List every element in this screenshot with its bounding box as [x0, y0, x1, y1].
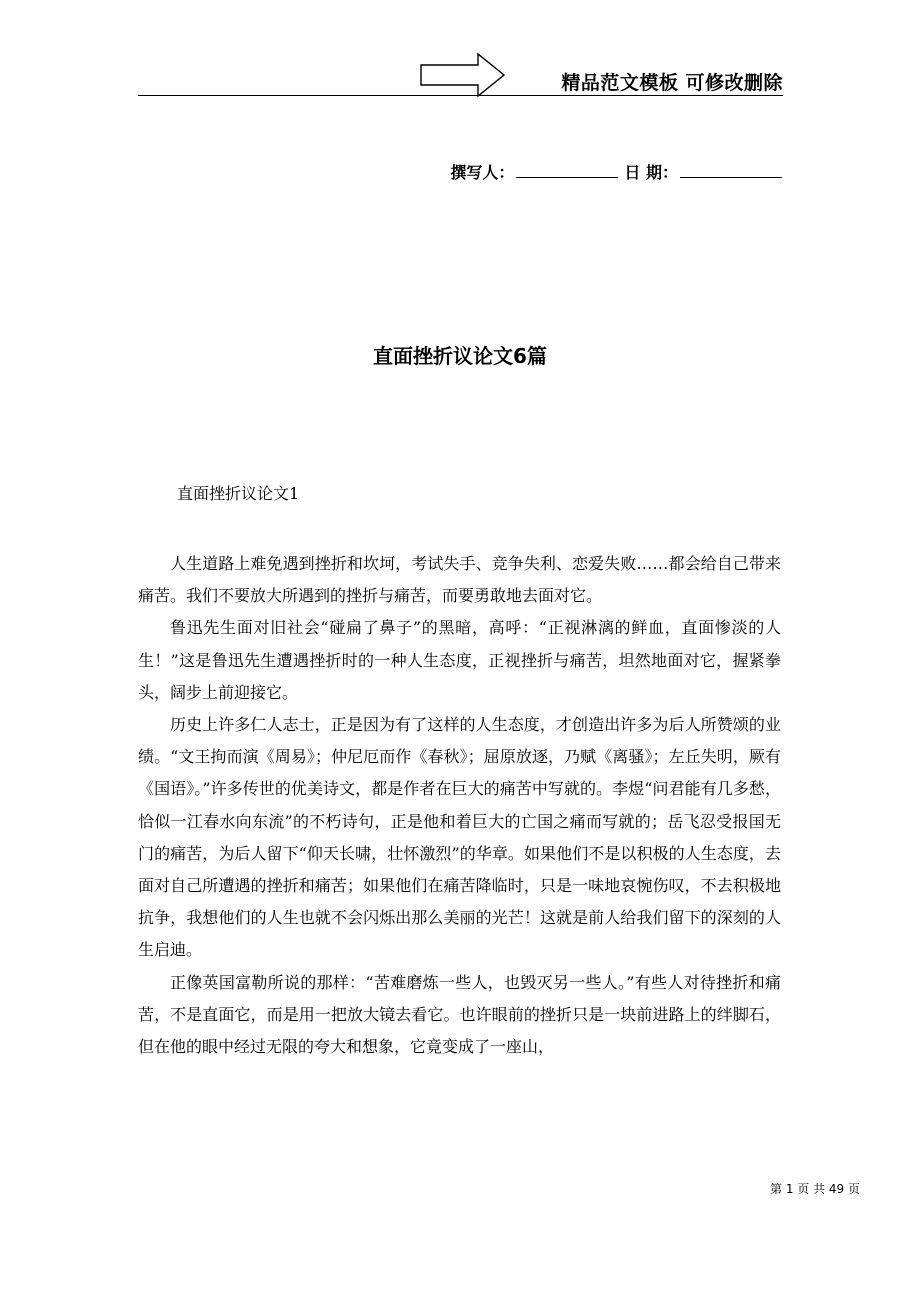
page-header	[138, 48, 783, 98]
paragraph: 历史上许多仁人志士，正是因为有了这样的人生态度，才创造出许多为后人所赞颂的业绩。“文王拘而演《周易》；仲尼厄而作《春秋》；屈原放逐，乃赋《离骚》；左丘失明，厥有《国语》。”许多传世的优美诗文，都是作者在巨大的痛苦中写就的。李煜“问君能有几多愁，恰似一江春水向东流”的不朽诗句，正是他和着巨大的亡国之痛而写就的；岳飞忍受报国无门的痛苦，为后人留下“仰天长啸，壮怀激烈”的华章。如果他们不是以积极的人生态度，去面对自己所遭遇的挫折和痛苦；如果他们在痛苦降临时，只是一味地哀惋伤叹，不去积极地抗争，我想他们的人生也就不会闪烁出那么美丽的光芒！这就是前人给我们留下的深刻的人生启迪。	[138, 715, 781, 960]
arrow-right-icon	[420, 52, 506, 98]
section-heading: 直面挫折议论文1	[177, 484, 300, 503]
header-banner-text: 精品范文模板 可修改删除	[561, 72, 783, 94]
document-body	[138, 548, 781, 1063]
header-divider	[138, 95, 783, 96]
paragraph: 鲁迅先生面对旧社会“碰扁了鼻子”的黑暗，高呼：“正视淋漓的鲜血，直面惨淡的人生！”这是鲁迅先生遭遇挫折时的一种人生态度，正视挫折与痛苦，坦然地面对它，握紧拳头，阔步上前迎接它。	[138, 618, 781, 702]
author-date-line	[450, 160, 782, 183]
paragraph: 正像英国富勒所说的那样：“苦难磨炼一些人，也毁灭另一些人。”有些人对待挫折和痛苦，不是直面它，而是用一把放大镜去看它。也许眼前的挫折只是一块前进路上的绊脚石，但在他的眼中经过无限的夸大和想象，它竟变成了一座山，	[138, 972, 781, 1057]
author-label: 撰写人：	[450, 163, 515, 182]
date-label: 日 期：	[624, 163, 678, 182]
date-blank	[680, 163, 782, 178]
author-blank	[516, 163, 618, 178]
paragraph: 人生道路上难免遇到挫折和坎坷，考试失手、竞争失利、恋爱失败……都会给自己带来痛苦。我们不要放大所遇到的挫折与痛苦，而要勇敢地去面对它。	[138, 554, 781, 606]
page-number: 第 1 页 共 49 页	[770, 1182, 860, 1196]
document-title: 直面挫折议论文6篇	[373, 344, 547, 368]
